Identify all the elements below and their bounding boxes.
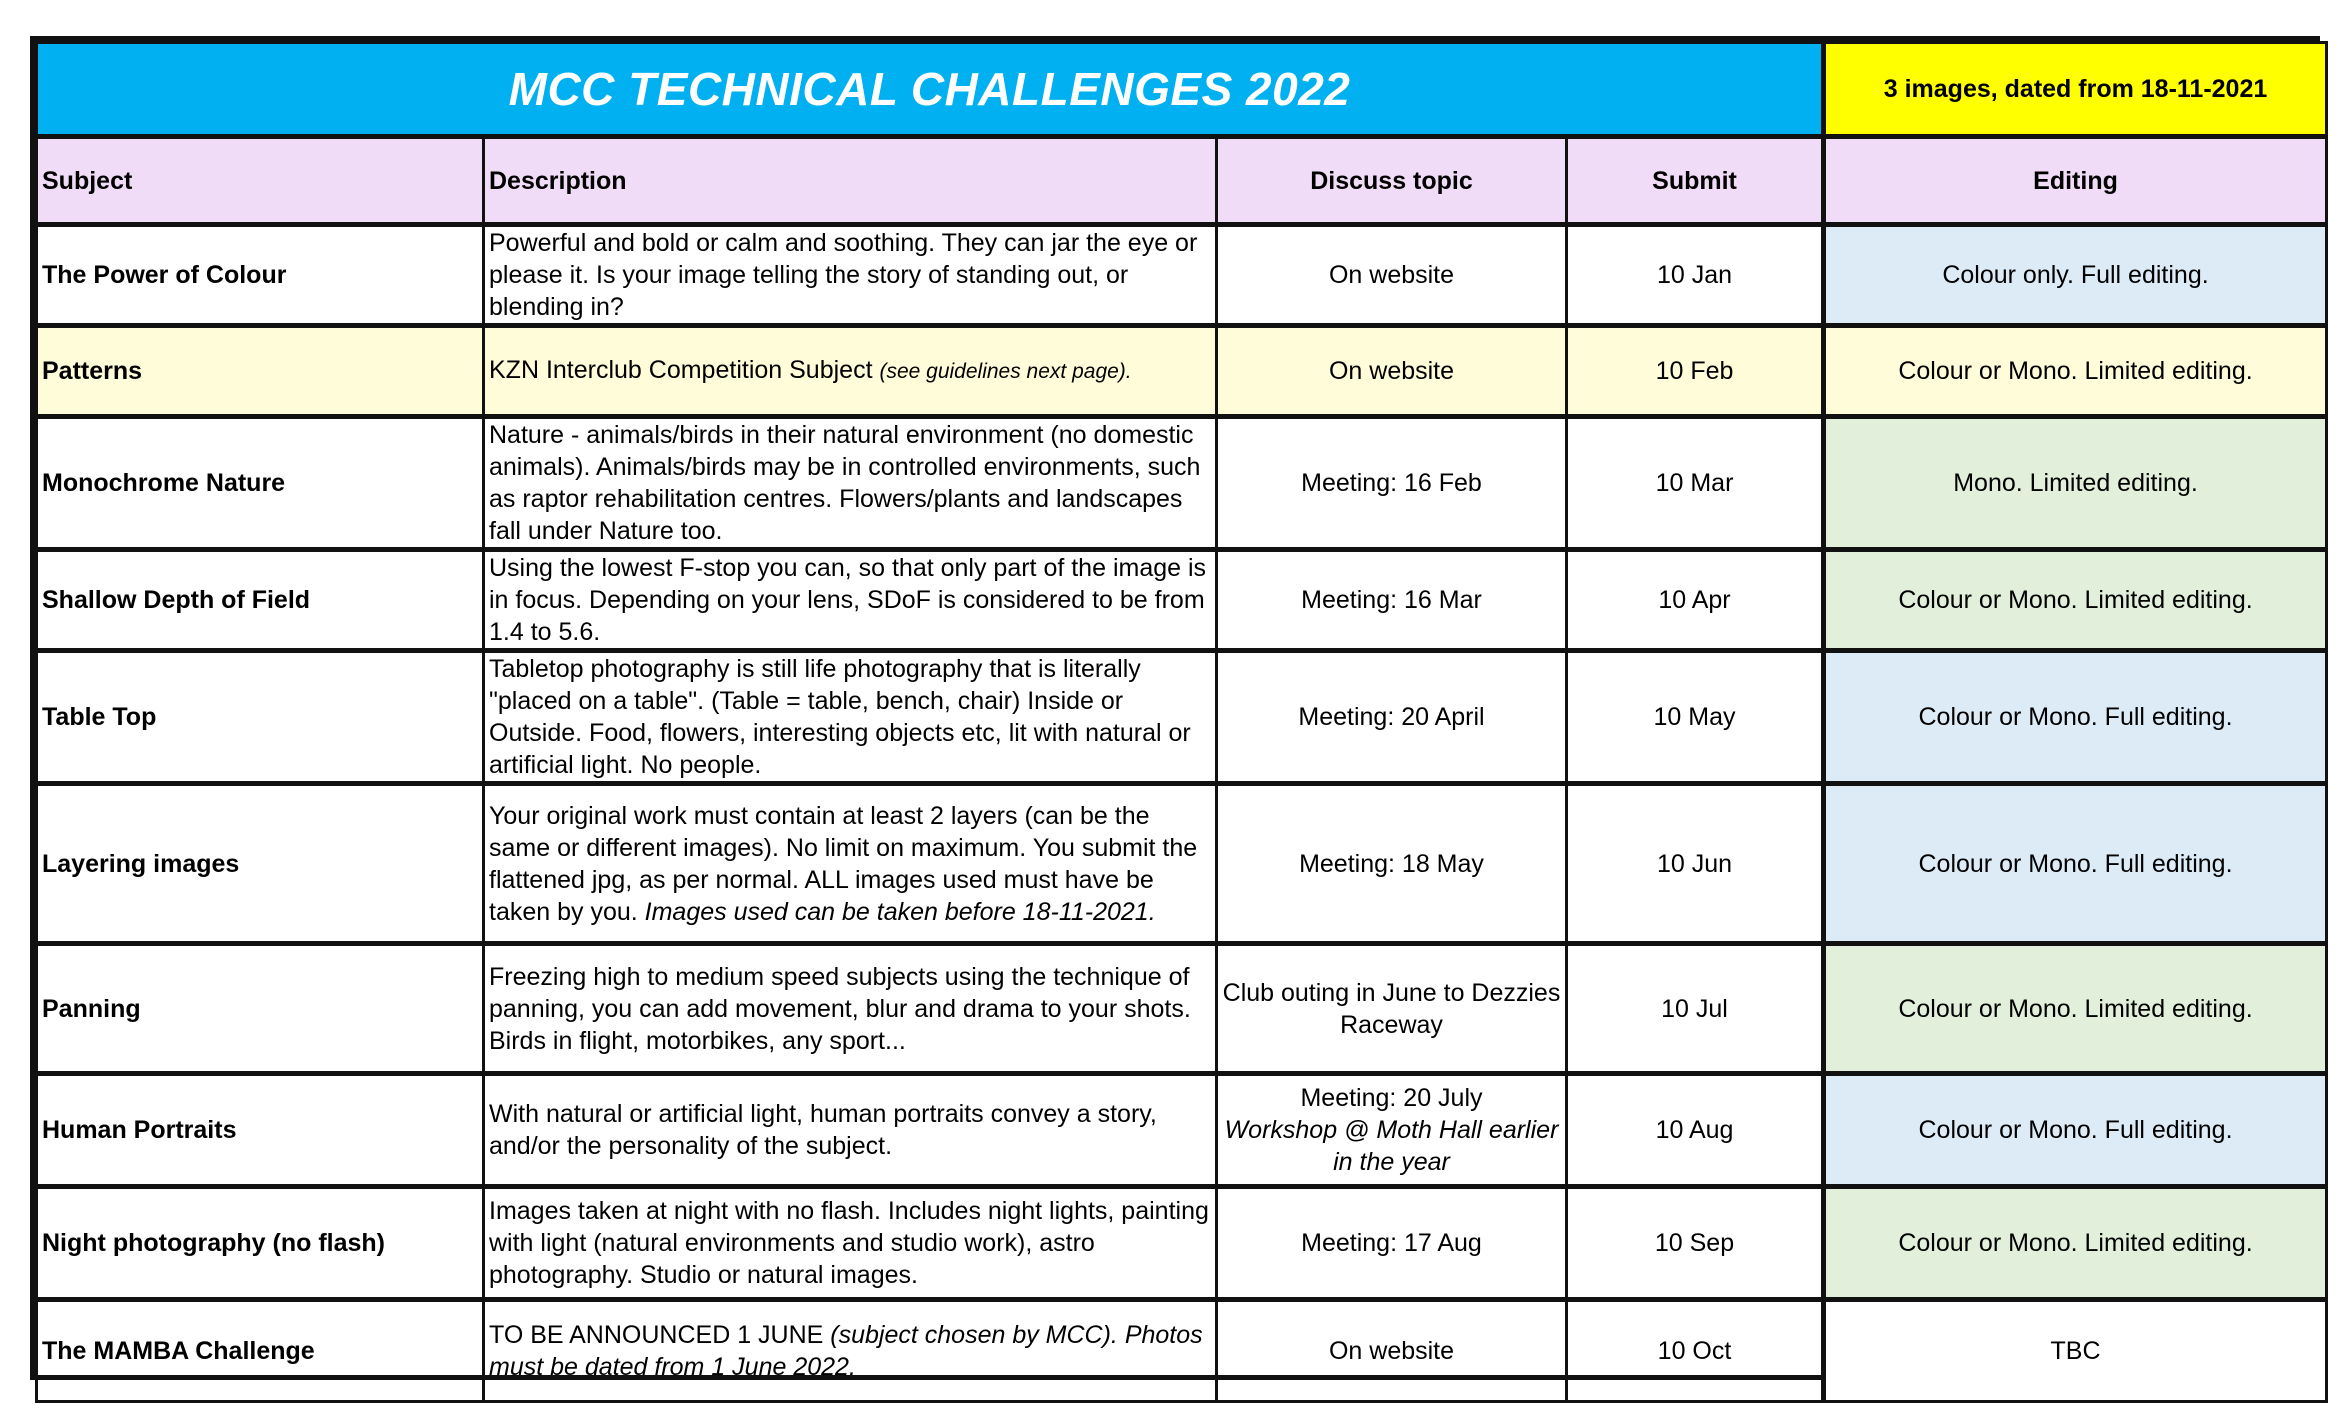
submit-cell: 10 Sep: [1567, 1187, 1824, 1300]
description-cell: Nature - animals/birds in their natural environment (no domestic animals). Animals/birds may be in controlled environments, such as raptor rehabilitation centres. Flowers/plants and landscapes fall under Nature too.: [484, 417, 1217, 550]
description-cell: KZN Interclub Competition Subject (see guidelines next page).: [484, 326, 1217, 417]
editing-cell: Colour only. Full editing.: [1824, 225, 2327, 326]
page-title: MCC TECHNICAL CHALLENGES 2022: [37, 43, 1824, 137]
column-header-subject: Subject: [37, 137, 484, 225]
table-row: [37, 326, 2327, 417]
submit-cell: 10 Jan: [1567, 225, 1824, 326]
submit-cell: 10 Aug: [1567, 1074, 1824, 1187]
image-rules-note: 3 images, dated from 18-11-2021: [1824, 43, 2327, 137]
discuss-cell: Meeting: 16 Mar: [1217, 550, 1567, 651]
challenges-table: [30, 36, 2320, 1380]
table-row: [37, 1187, 2327, 1300]
subject-cell: Patterns: [37, 326, 484, 417]
description-cell: Tabletop photography is still life photography that is literally "placed on a table". (Table = table, bench, chair) Inside or Outside. Food, flowers, interesting objects etc, lit with natural or artificial light. No people.: [484, 651, 1217, 784]
schedule-table: [35, 41, 2328, 1403]
subject-cell: Night photography (no flash): [37, 1187, 484, 1300]
discuss-cell: Meeting: 18 May: [1217, 784, 1567, 944]
table-row: [37, 1074, 2327, 1187]
submit-cell: 10 Jul: [1567, 944, 1824, 1074]
description-cell: TO BE ANNOUNCED 1 JUNE (subject chosen by MCC). Photos must be dated from 1 June 2022.: [484, 1300, 1217, 1402]
description-cell: With natural or artificial light, human portraits convey a story, and/or the personality of the subject.: [484, 1074, 1217, 1187]
editing-cell: Colour or Mono. Full editing.: [1824, 784, 2327, 944]
description-cell: Freezing high to medium speed subjects using the technique of panning, you can add movement, blur and drama to your shots. Birds in flight, motorbikes, any sport...: [484, 944, 1217, 1074]
description-cell: Powerful and bold or calm and soothing. They can jar the eye or please it. Is your image telling the story of standing out, or blending in?: [484, 225, 1217, 326]
discuss-cell: Meeting: 16 Feb: [1217, 417, 1567, 550]
column-header-submit: Submit: [1567, 137, 1824, 225]
discuss-cell: On website: [1217, 225, 1567, 326]
subject-cell: Human Portraits: [37, 1074, 484, 1187]
subject-cell: Shallow Depth of Field: [37, 550, 484, 651]
discuss-cell: Meeting: 20 April: [1217, 651, 1567, 784]
table-row: [37, 784, 2327, 944]
editing-cell: TBC: [1824, 1300, 2327, 1402]
editing-cell: Mono. Limited editing.: [1824, 417, 2327, 550]
table-row: [37, 651, 2327, 784]
submit-cell: 10 May: [1567, 651, 1824, 784]
discuss-cell: On website: [1217, 1300, 1567, 1402]
submit-cell: 10 Jun: [1567, 784, 1824, 944]
submit-cell: 10 Feb: [1567, 326, 1824, 417]
subject-cell: Panning: [37, 944, 484, 1074]
table-row: [37, 1300, 2327, 1402]
discuss-cell: Club outing in June to Dezzies Raceway: [1217, 944, 1567, 1074]
subject-cell: Layering images: [37, 784, 484, 944]
editing-cell: Colour or Mono. Limited editing.: [1824, 1187, 2327, 1300]
column-header-editing: Editing: [1824, 137, 2327, 225]
subject-cell: Monochrome Nature: [37, 417, 484, 550]
editing-cell: Colour or Mono. Limited editing.: [1824, 550, 2327, 651]
table-row: [37, 550, 2327, 651]
editing-cell: Colour or Mono. Limited editing.: [1824, 326, 2327, 417]
description-cell: Using the lowest F-stop you can, so that only part of the image is in focus. Depending on your lens, SDoF is considered to be from 1.4 to 5.6.: [484, 550, 1217, 651]
submit-cell: 10 Apr: [1567, 550, 1824, 651]
subject-cell: Table Top: [37, 651, 484, 784]
table-row: [37, 417, 2327, 550]
editing-cell: Colour or Mono. Full editing.: [1824, 651, 2327, 784]
table-row: [37, 225, 2327, 326]
subject-cell: The Power of Colour: [37, 225, 484, 326]
editing-cell: Colour or Mono. Limited editing.: [1824, 944, 2327, 1074]
discuss-cell: Meeting: 17 Aug: [1217, 1187, 1567, 1300]
subject-cell: The MAMBA Challenge: [37, 1300, 484, 1402]
column-header-row: [37, 137, 2327, 225]
submit-cell: 10 Oct: [1567, 1300, 1824, 1402]
table-row: [37, 944, 2327, 1074]
column-header-description: Description: [484, 137, 1217, 225]
title-row: [37, 43, 2327, 137]
editing-cell: Colour or Mono. Full editing.: [1824, 1074, 2327, 1187]
description-cell: Images taken at night with no flash. Includes night lights, painting with light (natural environments and studio work), astro photography. Studio or natural images.: [484, 1187, 1217, 1300]
column-header-discuss-topic: Discuss topic: [1217, 137, 1567, 225]
submit-cell: 10 Mar: [1567, 417, 1824, 550]
discuss-cell: Meeting: 20 July Workshop @ Moth Hall earlier in the year: [1217, 1074, 1567, 1187]
description-cell: Your original work must contain at least 2 layers (can be the same or different images). No limit on maximum. You submit the flattened jpg, as per normal. ALL images used must have be taken by you. Images used can be taken before 18-11-2021.: [484, 784, 1217, 944]
discuss-cell: On website: [1217, 326, 1567, 417]
